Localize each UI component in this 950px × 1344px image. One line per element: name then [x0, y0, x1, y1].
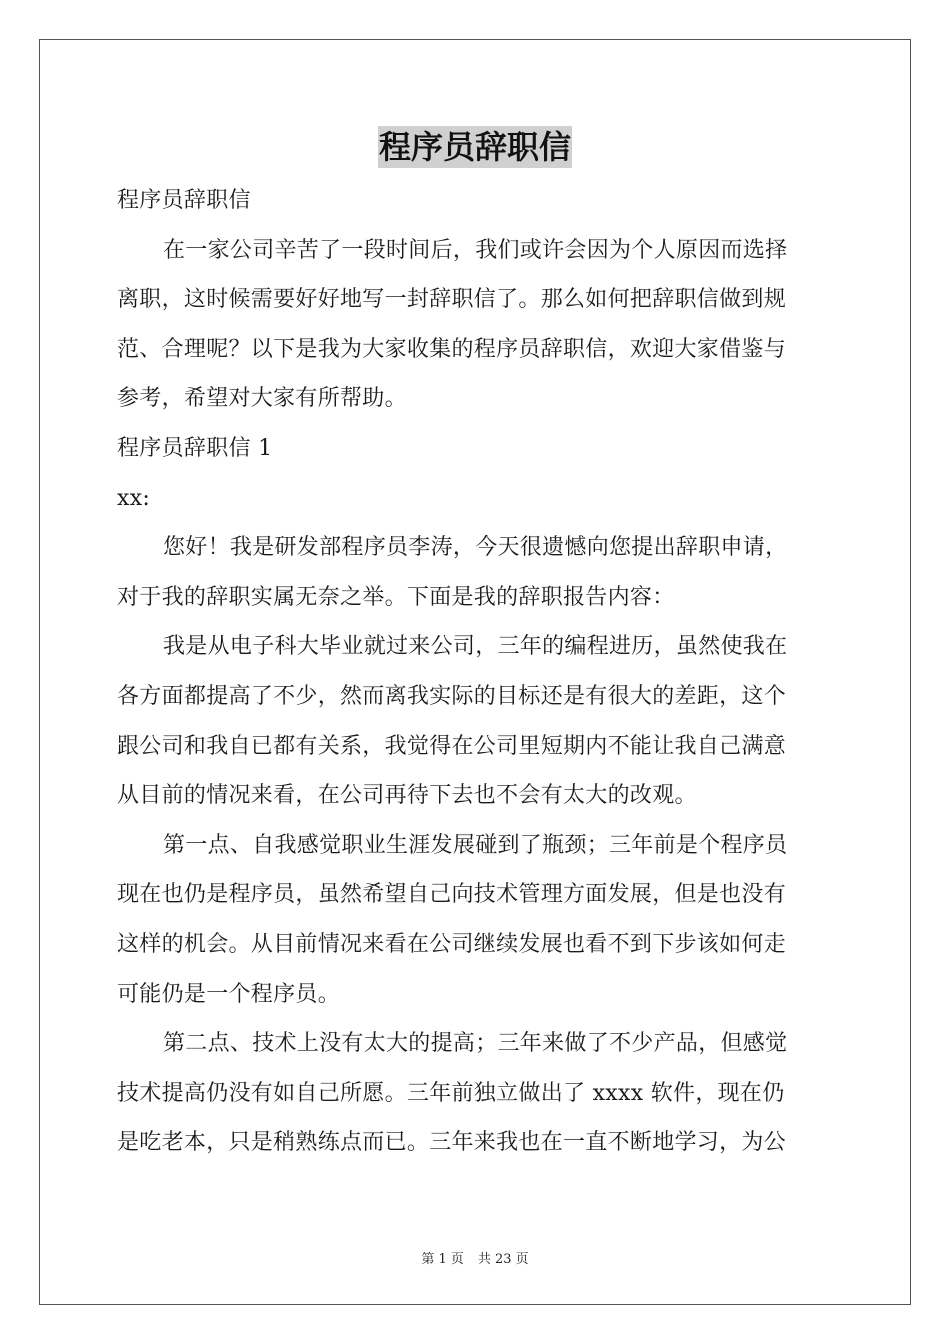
page-total: 共 23 页 [477, 1252, 529, 1267]
title-container [0, 126, 950, 168]
page-footer [0, 1248, 950, 1267]
salutation-line: xx: [117, 485, 151, 511]
subtitle-line: 程序员辞职信 [117, 188, 251, 213]
paragraph-line: 现在也仍是程序员，虽然希望自己向技术管理方面发展，但是也没有 [117, 882, 787, 908]
paragraph-line: 技术提高仍没有如自己所愿。三年前独立做出了 xxxx 软件，现在仍 [117, 1080, 785, 1106]
paragraph-line: 在一家公司辛苦了一段时间后，我们或许会因为个人原因而选择 [163, 237, 788, 263]
paragraph-line: 从目前的情况来看，在公司再待下去也不会有太大的改观。 [117, 783, 697, 809]
section-heading: 程序员辞职信 1 [117, 435, 273, 461]
document-title: 程序员辞职信 [378, 128, 571, 166]
document-body [117, 176, 833, 1168]
paragraph-line: 范、合理呢？以下是我为大家收集的程序员辞职信，欢迎大家借鉴与 [117, 336, 787, 362]
paragraph-line: 跟公司和我自已都有关系，我觉得在公司里短期内不能让我自己满意 [117, 733, 787, 759]
paragraph-line: 第一点、自我感觉职业生涯发展碰到了瓶颈；三年前是个程序员 [163, 832, 788, 858]
page-number: 第 1 页 [421, 1252, 464, 1267]
paragraph-line: 可能仍是一个程序员。 [117, 981, 341, 1007]
paragraph-line: 参考，希望对大家有所帮助。 [117, 386, 407, 412]
paragraph-line: 我是从电子科大毕业就过来公司，三年的编程进历，虽然使我在 [163, 634, 788, 660]
paragraph-line: 离职，这时候需要好好地写一封辞职信了。那么如何把辞职信做到规 [117, 287, 787, 313]
paragraph-line: 各方面都提高了不少，然而离我实际的目标还是有很大的差距，这个 [117, 683, 787, 709]
paragraph-line: 对于我的辞职实属无奈之举。下面是我的辞职报告内容： [117, 584, 675, 610]
paragraph-line: 这样的机会。从目前情况来看在公司继续发展也看不到下步该如何走 [117, 931, 787, 957]
paragraph-line: 您好！我是研发部程序员李涛，今天很遗憾向您提出辞职申请， [163, 535, 788, 561]
paragraph-line: 第二点、技术上没有太大的提高；三年来做了不少产品，但感觉 [163, 1031, 788, 1057]
paragraph-line: 是吃老本，只是稍熟练点而已。三年来我也在一直不断地学习，为公 [117, 1130, 787, 1156]
